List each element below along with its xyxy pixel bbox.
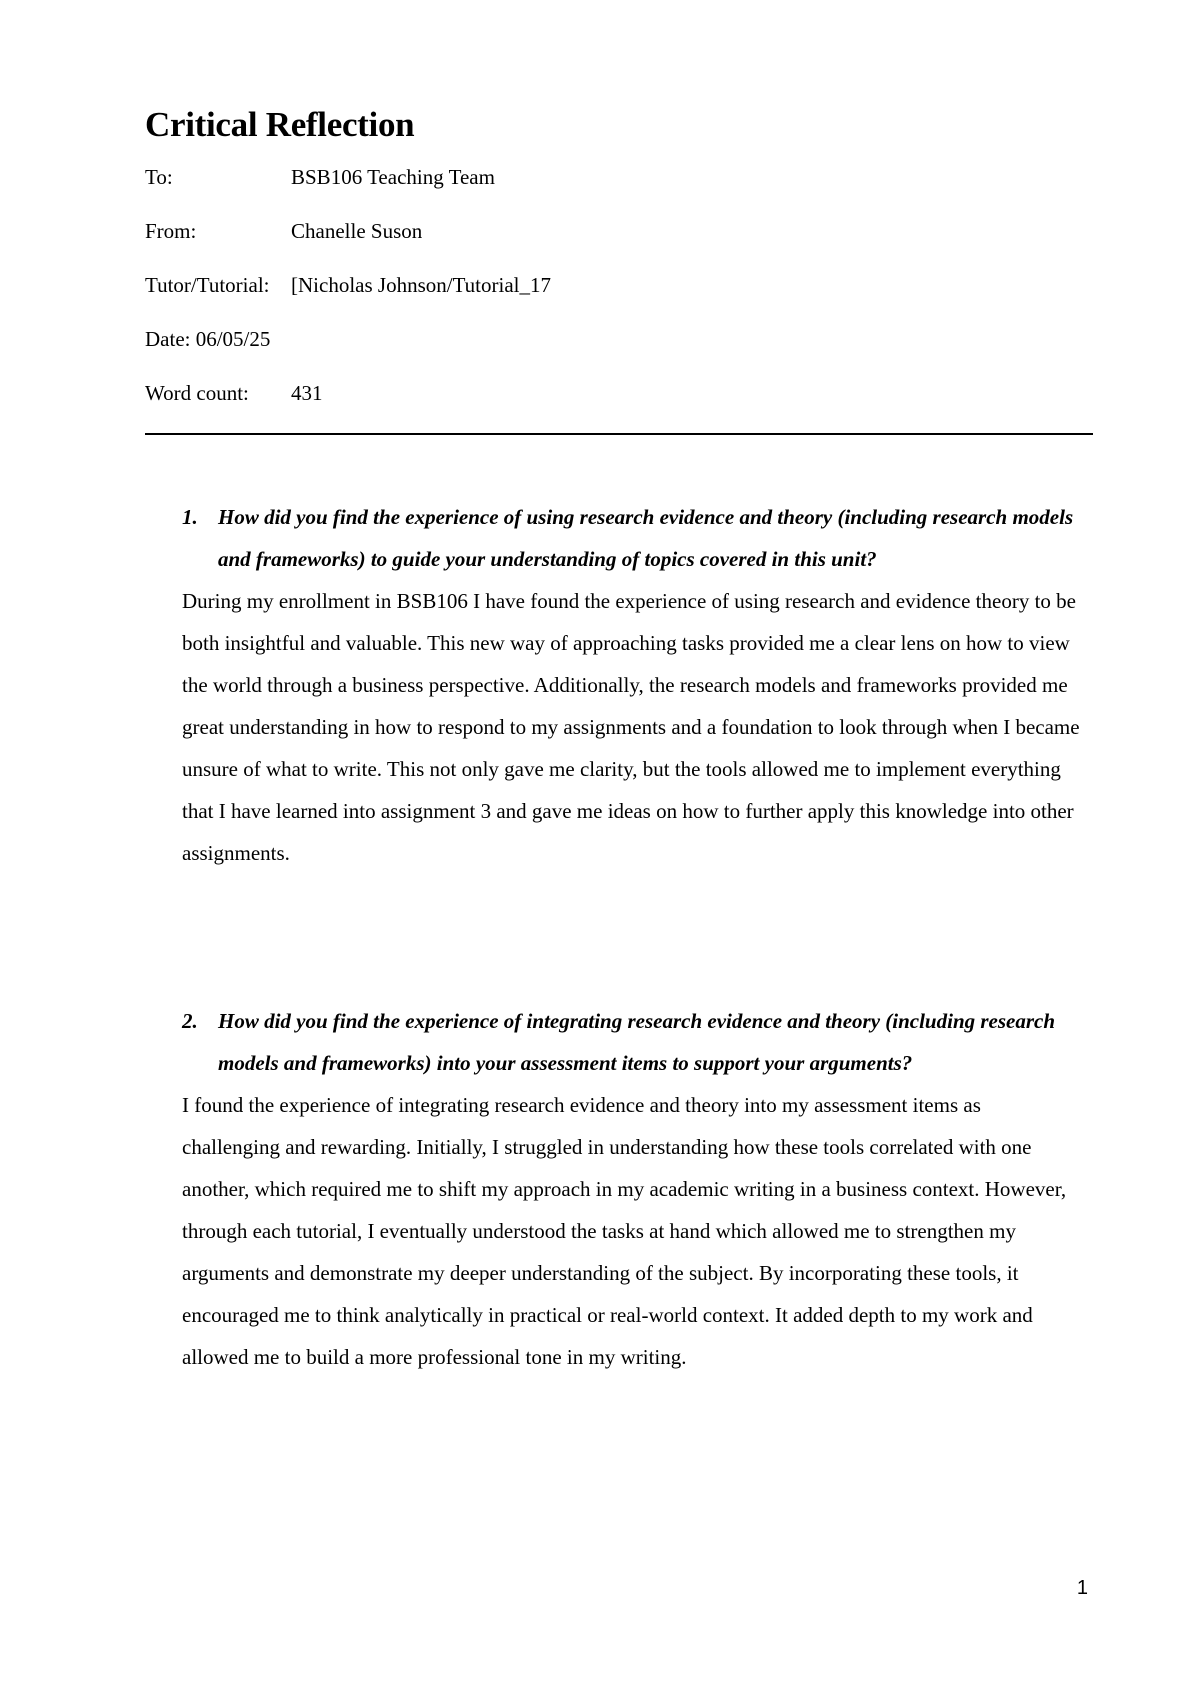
wordcount-row bbox=[145, 376, 1045, 430]
question-1-number: 1. bbox=[182, 505, 198, 529]
question-2 bbox=[182, 1000, 1082, 1084]
to-value: BSB106 Teaching Team bbox=[291, 165, 495, 189]
from-value: Chanelle Suson bbox=[291, 219, 423, 243]
header-divider bbox=[145, 433, 1093, 435]
to-label: To: bbox=[145, 165, 173, 189]
tutor-label: Tutor/Tutorial: bbox=[145, 273, 270, 297]
wordcount-value: 431 bbox=[291, 381, 323, 405]
date-text: Date: 06/05/25 bbox=[145, 327, 271, 351]
from-label: From: bbox=[145, 219, 197, 243]
tutor-value: [Nicholas Johnson/Tutorial_17 bbox=[291, 273, 551, 297]
question-1-text: How did you find the experience of using research evidence and theory (including research models and frameworks) to guide your understanding of topics covered in this unit? bbox=[218, 505, 1074, 571]
from-row bbox=[145, 214, 1045, 268]
reflection-section-2 bbox=[182, 1000, 1082, 1378]
date-row bbox=[145, 322, 1045, 376]
tutor-row bbox=[145, 268, 1045, 322]
reflection-section-1 bbox=[182, 496, 1082, 874]
question-2-text: How did you find the experience of integrating research evidence and theory (including research models and frameworks) into your assessment items to support your arguments? bbox=[218, 1009, 1056, 1075]
wordcount-label: Word count: bbox=[145, 381, 249, 405]
document-title: Critical Reflection bbox=[145, 105, 415, 144]
answer-2: I found the experience of integrating research evidence and theory into my assessment items as challenging and rewarding. Initially, I struggled in understanding how these tools correlated with one another, which required me to shift my approach in my academic writing in a business context. However, through each tutorial, I eventually understood the tasks at hand which allowed me to strengthen my arguments and demonstrate my deeper understanding of the subject. By incorporating these tools, it encouraged me to think analytically in practical or real-world context. It added depth to my work and allowed me to build a more professional tone in my writing. bbox=[182, 1093, 1067, 1369]
answer-1: During my enrollment in BSB106 I have found the experience of using research and evidence theory to be both insightful and valuable. This new way of approaching tasks provided me a clear lens on how to view the world through a business perspective. Additionally, the research models and frameworks provided me great understanding in how to respond to my assignments and a foundation to look through when I became unsure of what to write. This not only gave me clarity, but the tools allowed me to implement everything that I have learned into assignment 3 and gave me ideas on how to further apply this knowledge into other assignments. bbox=[182, 589, 1080, 865]
memo-header bbox=[145, 160, 1045, 430]
to-row bbox=[145, 160, 1045, 214]
page-number: 1 bbox=[1076, 1577, 1088, 1599]
question-1 bbox=[182, 496, 1082, 580]
question-2-number: 2. bbox=[182, 1009, 198, 1033]
